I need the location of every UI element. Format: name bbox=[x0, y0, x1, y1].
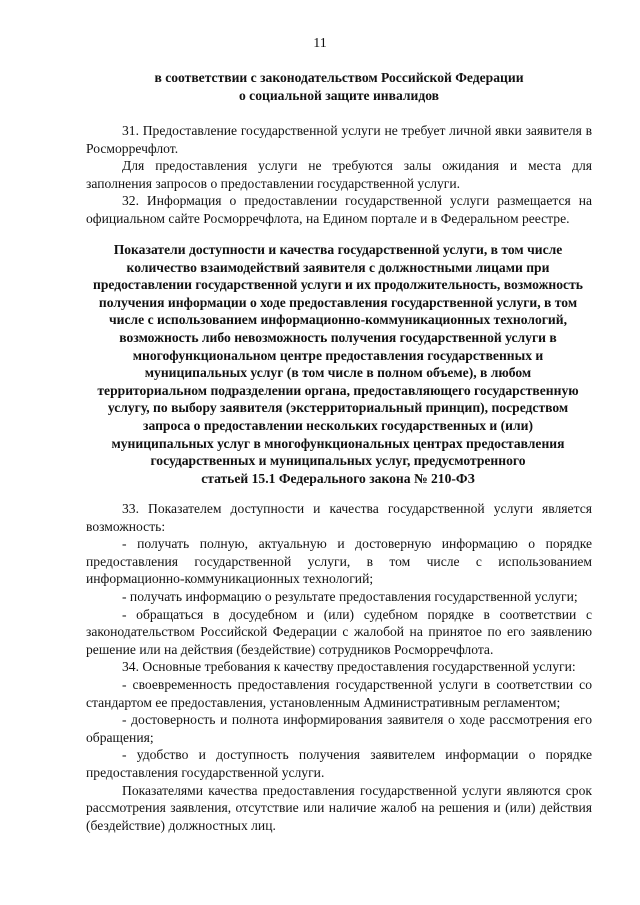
heading-top-line-1: в соответствии с законодательством Российской Федерации bbox=[154, 70, 524, 85]
paragraph-quality-indicators: Показателями качества предоставления государственной услуги являются срок рассмотрения заявления, отсутствие или наличие жалоб на решения и (или) действия (бездействие) должностных лиц. bbox=[86, 782, 592, 833]
heading-main-line-7: многофункциональном центре предоставления государственных и bbox=[132, 347, 544, 363]
heading-main-line-2: количество взаимодействий заявителя с должностными лицами при bbox=[126, 259, 550, 275]
heading-main-line-6: возможность либо невозможность получения государственной услуги в bbox=[119, 329, 557, 345]
list-item-timeliness: - своевременность предоставления государственной услуги в соответствии со стандартом ее предоставления, установленным Административным регламентом; bbox=[86, 676, 592, 710]
heading-main-line-4: получения информации о ходе предоставления государственной услуги, в том bbox=[98, 294, 578, 310]
paragraph-34: 34. Основные требования к качеству предоставления государственной услуги: bbox=[122, 659, 576, 675]
section-heading-main bbox=[70, 241, 606, 487]
list-item-reliability: - достоверность и полнота информирования заявителя о ходе рассмотрения его обращения; bbox=[86, 712, 592, 745]
list-item-get-info: - получать полную, актуальную и достоверную информацию о порядке предоставления государственной услуги, в том числе с использованием информационно-коммуникационных технологий; bbox=[86, 536, 592, 587]
paragraph-32: 32. Информация о предоставлении государственной услуги размещается на официальном сайте Росморречфлота, на Едином портале и в Федеральном реестре. bbox=[86, 193, 592, 226]
list-item-get-result: - получать информацию о результате предоставления государственной услуги; bbox=[122, 588, 578, 604]
heading-main-line-5: числе с использованием информационно-коммуникационных технологий, bbox=[109, 312, 567, 328]
paragraphs-section-a bbox=[86, 122, 592, 228]
heading-top-line-2: о социальной защите инвалидов bbox=[238, 87, 440, 103]
paragraph-31: 31. Предоставление государственной услуги не требует личной явки заявителя в Росморречфлот. bbox=[86, 123, 592, 156]
heading-main-line-10: услугу, по выбору заявителя (экстерриториальный принцип), посредством bbox=[107, 400, 569, 416]
heading-main-line-13: государственных и муниципальных услуг, предусмотренного bbox=[150, 453, 526, 469]
heading-main-line-8: муниципальных услуг (в том числе в полном объеме), в любом bbox=[144, 365, 532, 381]
heading-main-line-1: Показатели доступности и качества государственной услуги, в том числе bbox=[113, 242, 563, 257]
paragraphs-section-b bbox=[86, 500, 592, 834]
list-item-appeal: - обращаться в досудебном и (или) судебном порядке в соответствии с законодательством Российской Федерации с жалобой на принятое по его заявлению решение или на действия (бездействие) сотрудников Росморречфлота. bbox=[86, 606, 592, 657]
paragraph-33: 33. Показателем доступности и качества государственной услуги является возможность: bbox=[86, 501, 592, 534]
heading-main-line-14: статьей 15.1 Федерального закона № 210-ФЗ bbox=[201, 470, 475, 486]
paragraph-no-halls: Для предоставления услуги не требуются залы ожидания и места для заполнения запросов о предоставлении государственной услуги. bbox=[86, 158, 592, 191]
heading-main-line-12: муниципальных услуг в многофункциональных центрах предоставления bbox=[111, 435, 565, 451]
heading-main-line-3: предоставлении государственной услуги и их продолжительность, возможность bbox=[93, 277, 583, 293]
list-item-convenience: - удобство и доступность получения заявителем информации о порядке предоставления государственной услуги. bbox=[86, 747, 592, 780]
heading-main-line-9: территориальном подразделении органа, предоставляющего государственную bbox=[97, 382, 579, 398]
section-heading-top bbox=[86, 69, 592, 104]
heading-main-line-11: запроса о предоставлении нескольких государственных и (или) bbox=[143, 417, 533, 433]
page-number: 11 bbox=[313, 36, 327, 51]
